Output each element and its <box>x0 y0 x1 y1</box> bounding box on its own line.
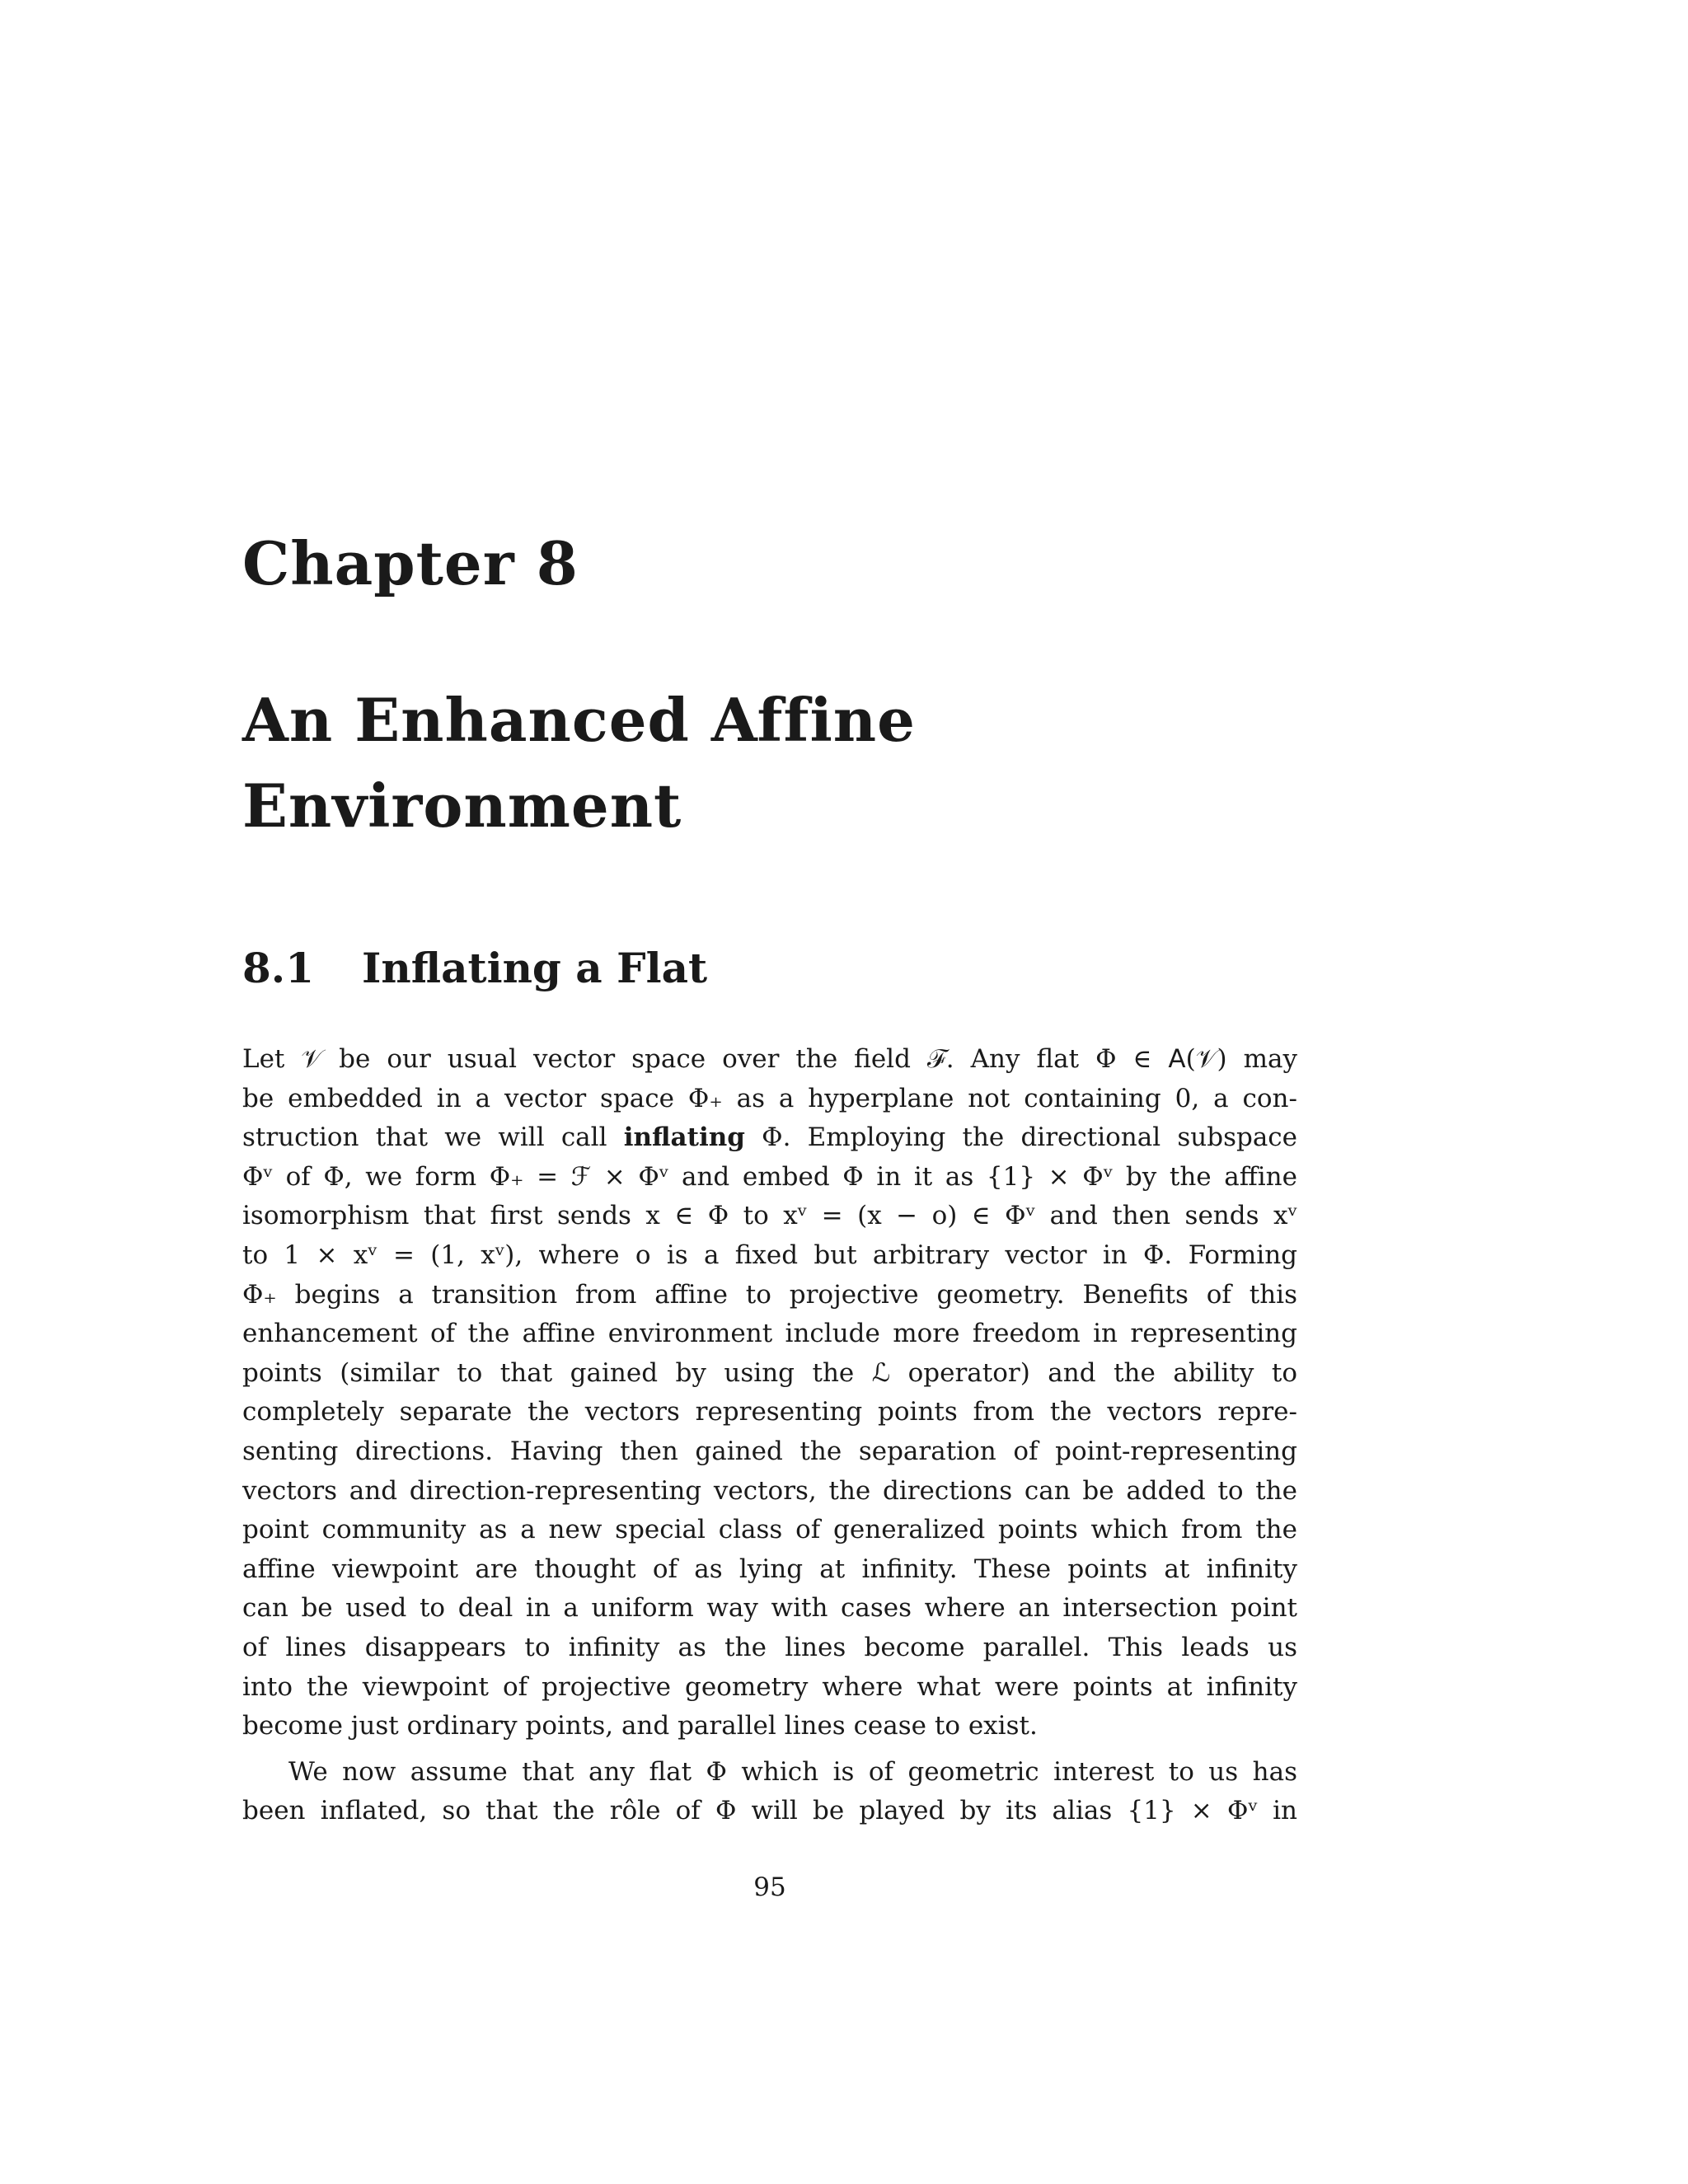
text-line: into the viewpoint of projective geometry where what were points at infinity <box>242 1671 1297 1702</box>
text-line: point community as a new special class of generalized points which from the <box>242 1515 1297 1545</box>
text-line: Φ₊ begins a transition from affine to projective geometry. Benefits of this <box>242 1279 1297 1310</box>
paragraph-1 <box>242 1040 1297 1746</box>
paragraph-gap <box>242 1746 1297 1753</box>
chapter-title-line-2: Environment <box>242 771 682 841</box>
text-line: We now assume that any flat Φ which is of geometric interest to us has <box>288 1756 1297 1787</box>
text-line: become just ordinary points, and parallel lines cease to exist. <box>242 1711 1038 1741</box>
section-title: Inflating a Flat <box>362 944 708 992</box>
text-line: points (similar to that gained by using the ℒ operator) and the ability to <box>242 1357 1297 1388</box>
chapter-title <box>242 677 916 850</box>
text-line: senting directions. Having then gained the separation of point-representing <box>242 1436 1297 1466</box>
text-line: to 1 × xᵛ = (1, xᵛ), where o is a fixed but arbitrary vector in Φ. Forming <box>242 1240 1297 1270</box>
text-line: isomorphism that first sends x ∈ Φ to xᵛ = (x − o) ∈ Φᵛ and then sends xᵛ <box>242 1201 1297 1231</box>
text-line: completely separate the vectors representing points from the vectors repre- <box>242 1397 1297 1427</box>
text-line: been inflated, so that the rôle of Φ will be played by its alias {1} × Φᵛ in <box>242 1796 1297 1826</box>
text-line: affine viewpoint are thought of as lying at infinity. These points at infinity <box>242 1554 1297 1584</box>
bold-term: inflating <box>623 1122 745 1153</box>
text-line <box>242 1118 1297 1158</box>
text-line: Φᵛ of Φ, we form Φ₊ = ℱ × Φᵛ and embed Φ in it as {1} × Φᵛ by the affine <box>242 1161 1297 1192</box>
section-number: 8.1 <box>242 944 314 992</box>
text-line: vectors and direction-representing vectors, the directions can be added to the <box>242 1475 1297 1506</box>
text-fragment: Φ. Employing the directional subspace <box>762 1122 1298 1153</box>
body-text <box>242 1040 1297 1831</box>
text-line: be embedded in a vector space Φ₊ as a hyperplane not containing 0, a con- <box>242 1083 1297 1113</box>
text-line: enhancement of the affine environment include more freedom in representing <box>242 1319 1297 1349</box>
text-line: of lines disappears to infinity as the lines become parallel. This leads us <box>242 1632 1297 1662</box>
chapter-label: Chapter 8 <box>242 528 579 598</box>
text-line: can be used to deal in a uniform way with cases where an intersection point <box>242 1593 1297 1624</box>
section-heading <box>242 944 708 992</box>
page-number: 95 <box>753 1872 786 1902</box>
text-fragment: struction that we will call <box>242 1122 607 1153</box>
chapter-title-line-1: An Enhanced Affine <box>242 685 916 755</box>
paragraph-2 <box>242 1753 1297 1831</box>
text-line: Let 𝒱 be our usual vector space over the field ℱ. Any flat Φ ∈ 𝖠(𝒱) may <box>242 1044 1297 1074</box>
